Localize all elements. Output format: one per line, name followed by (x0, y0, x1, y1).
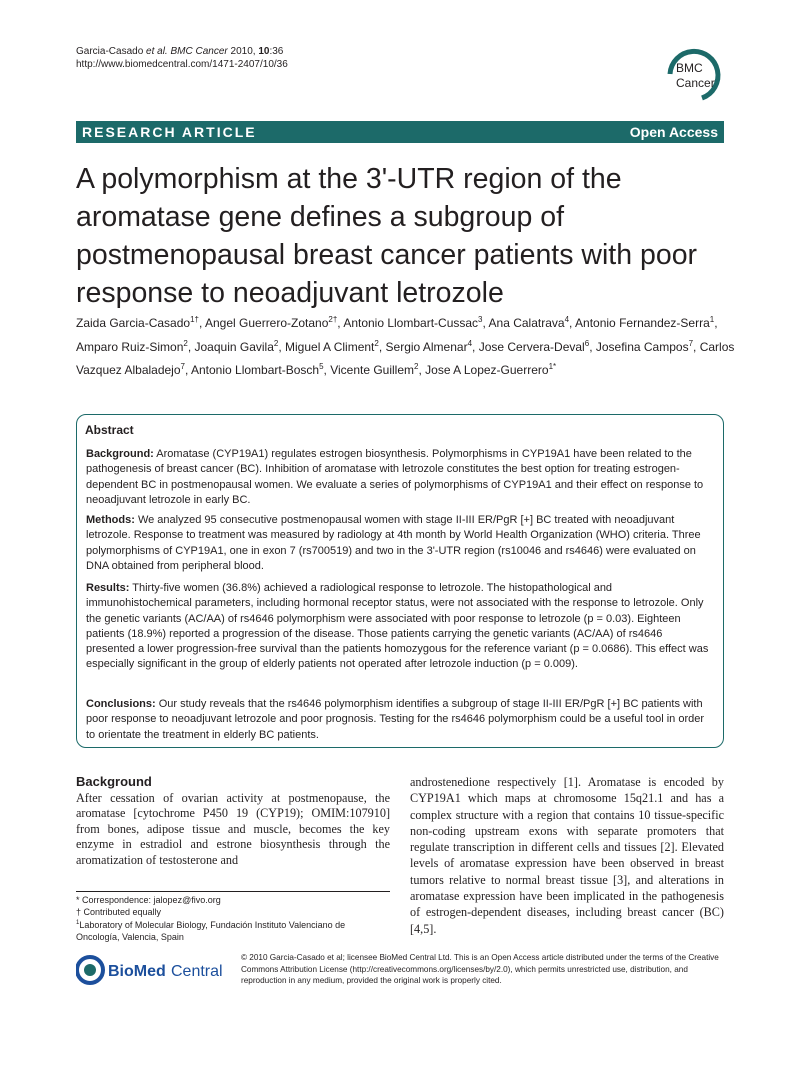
author-name: Amparo Ruiz-Simon (76, 339, 184, 354)
author-affiliation-sup: 1* (548, 362, 557, 371)
bmc-logo-arc-icon (662, 42, 724, 104)
author-affiliation-sup: 1† (190, 315, 199, 324)
section-heading-background: Background (76, 774, 152, 789)
body-column-left (76, 774, 390, 868)
citation-volume: 10 (258, 46, 270, 57)
author-name: Sergio Almenar (385, 339, 468, 354)
author-name: Miguel A Climent (285, 339, 375, 354)
abstract-background-text: Aromatase (CYP19A1) regulates estrogen biosynthesis. Polymorphisms in CYP19A1 have been related to the pathogenesis of breast cancer (BC). Inhibition of aromatase with letrozole constitutes the best option for treating estrogen-dependent BC in postmenopausal women. We evaluate a series of polymorphisms of CYP19A1 and their effect on response to neoadjuvant letrozole in early BC. (86, 448, 704, 506)
logo-line1: BMC (676, 61, 703, 75)
abstract-methods-text: We analyzed 95 consecutive postmenopausal women with stage II-III ER/PgR [+] BC treated with neoadjuvant letrozole. Response to treatment was measured by radiology at 4th month by World Health Organization (WHO) criteria. Three polymorphisms of CYP19A1, one in exon 7 (rs700519) and two in the 3'-UTR region (rs10046 and rs4646) were evaluated on DNA obtained from peripheral blood. (86, 514, 701, 572)
author-list: Zaida Garcia-Casado$^{1\dagger}$, Angel Guerrero-Zotano$^{2\dagger}$, Antonio Llombart-Cussac$^3$, Ana Calatrava$^4$, Antonio Fernandez-Serra$^1$, Amparo Ruiz-Simon$^2$, Joaquin Gavila$^2$, Miguel A Climent$^2$, Sergio Almenar$^4$, Jose Cervera-Deval$^6$, Josefina Campos$^7$, Carlos Vazquez Albaladejo$^7$, Antonio Llombart-Bosch$^5$, Vicente Guillem$^2$, Jose A Lopez-Guerrero$^{1*}$ (76, 315, 735, 377)
abstract-conclusions-label: Conclusions: (86, 698, 156, 710)
author-name: Antonio Llombart-Cussac (343, 316, 479, 330)
footnotes (76, 895, 390, 943)
abstract-background (86, 447, 714, 508)
abstract-methods-label: Methods: (86, 514, 135, 526)
biomed-central-logo (76, 953, 226, 987)
publisher-name-part1: BioMed (108, 963, 166, 980)
abstract-results-label: Results: (86, 582, 130, 594)
affiliation-sup: 1 (76, 920, 80, 926)
author-affiliation-sup: 4 (467, 338, 473, 348)
author-name: Jose A Lopez-Guerrero (425, 363, 549, 377)
author-name: Ana Calatrava (488, 316, 565, 330)
author-affiliation-sup: 2 (414, 362, 419, 371)
publisher-name-part2: Central (171, 963, 223, 980)
abstract-methods (86, 513, 714, 574)
biomed-central-logo-icon (76, 953, 226, 987)
author-name: Zaida Garcia-Casado (76, 316, 191, 330)
author-name: Joaquin Gavila (194, 339, 274, 354)
citation-authors: Garcia-Casado (76, 46, 147, 57)
article-type-banner (76, 121, 724, 143)
correspondence-note: * Correspondence: jalopez@fivo.org (76, 895, 221, 905)
article-type: RESEARCH ARTICLE (82, 124, 257, 140)
abstract-conclusions (86, 697, 714, 743)
author-affiliation-sup: 7 (688, 338, 694, 348)
citation-page: :36 (269, 46, 284, 57)
author-affiliation-sup: 3 (478, 315, 483, 324)
citation-journal: et al. BMC Cancer (146, 46, 228, 57)
abstract-heading: Abstract (85, 423, 134, 437)
author-name: Jose Cervera-Deval (478, 339, 585, 354)
equal-contribution-note: † Contributed equally (76, 906, 162, 917)
abstract-box (76, 414, 724, 748)
body-paragraph-left: After cessation of ovarian activity at postmenopause, the aromatase [cytochrome P450 19 (CYP19); OMIM:107910] from bones, adipose tissue and muscle, becomes the key enzyme in estradiol and estrone biosynthesis through the aromatization of testosterone and (76, 790, 390, 867)
bmc-cancer-logo (662, 42, 724, 104)
author-affiliation-sup: 2† (328, 315, 338, 324)
abstract-conclusions-text: Our study reveals that the rs4646 polymorphism identifies a subgroup of stage II-III ER/PgR [+] BC patients with poor response to neoadjuvant letrozole and poor prognosis. Testing for the rs4646 polymorphism could be a useful tool in order to orientate the treatment in elderly BC patients. (86, 698, 705, 741)
author-name: Carlos Vazquez Albaladejo (76, 339, 735, 377)
author-affiliation-sup: 2 (183, 338, 188, 348)
author-name: Antonio Fernandez-Serra (575, 316, 710, 330)
body-paragraph-right: androstenedione respectively [1]. Aromatase is encoded by CYP19A1 which maps at chromosome 15q21.1 and has a complex structure with a region that contains 10 tissue-specific non-coding upstream exons with separate promoters that regulate transcription in different cells and tissues [2]. Elevated levels of aromatase expression have been observed in breast tumors relative to normal breast tissue [3], and alterations in aromatase expression have been implicated in the pathogenesis of estrogen-dependent diseases, including breast cancer (BC) [4,5]. (410, 775, 724, 936)
affiliation-note (76, 918, 390, 943)
author-affiliation-sup: 2 (273, 338, 279, 348)
citation-year: 2010, (227, 46, 259, 57)
logo-line2: Cancer (676, 76, 715, 90)
author-affiliation-sup: 7 (180, 362, 185, 371)
article-url[interactable]: http://www.biomedcentral.com/1471-2407/10/36 (76, 59, 288, 70)
open-access-label: Open Access (629, 124, 718, 140)
license-text: © 2010 Garcia-Casado et al; licensee BioMed Central Ltd. This is an Open Access article distributed under the terms of the Creative Commons Attribution License (http://creativecommons.org/licenses/by/2.0), which permits unrestricted use, distribution, and reproduction in any medium, provided the original work is properly cited. (241, 953, 719, 985)
author-name: Vicente Guillem (330, 363, 415, 377)
citation-header (76, 45, 288, 71)
author-affiliation-sup: 6 (584, 338, 590, 348)
abstract-results-text: Thirty-five women (36.8%) achieved a radiological response to letrozole. The histopathological and immunohistochemical parameters, including hormonal receptor status, were not associated with the response to letrozole. Only the genetic variants (AC/AA) of rs4646 polymorphism were associated with poor response to letrozole (p = 0.03). Eighteen patients (18.9%) reported a progression of the disease. Those patients carrying the genetic variants (AC/AA) of rs4646 presented a lower progression-free survival than the patients homozygous for the reference variant (p = 0.0686). This effect was especially significant in the group of elderly patients not operated after letrozole induction (p = 0.009). (86, 582, 709, 671)
abstract-background-label: Background: (86, 448, 154, 460)
author-affiliation-sup: 4 (564, 315, 570, 324)
author-name: Antonio Llombart-Bosch (191, 363, 320, 377)
footnote-divider (76, 891, 390, 892)
article-title: A polymorphism at the 3'-UTR region of the aromatase gene defines a subgroup of postmenopausal breast cancer patients with poor response to neoadjuvant letrozole (76, 163, 698, 309)
author-affiliation-sup: 2 (374, 338, 379, 348)
abstract-results (86, 581, 714, 673)
author-name: Angel Guerrero-Zotano (204, 316, 329, 330)
author-name: Josefina Campos (595, 339, 689, 354)
author-affiliation-sup: 1 (709, 315, 715, 324)
affiliation-text: Laboratory of Molecular Biology, Fundación Instituto Valenciano de Oncología, Valencia, Spain (76, 920, 346, 942)
author-affiliation-sup: 5 (319, 362, 324, 371)
body-column-right (410, 774, 724, 937)
